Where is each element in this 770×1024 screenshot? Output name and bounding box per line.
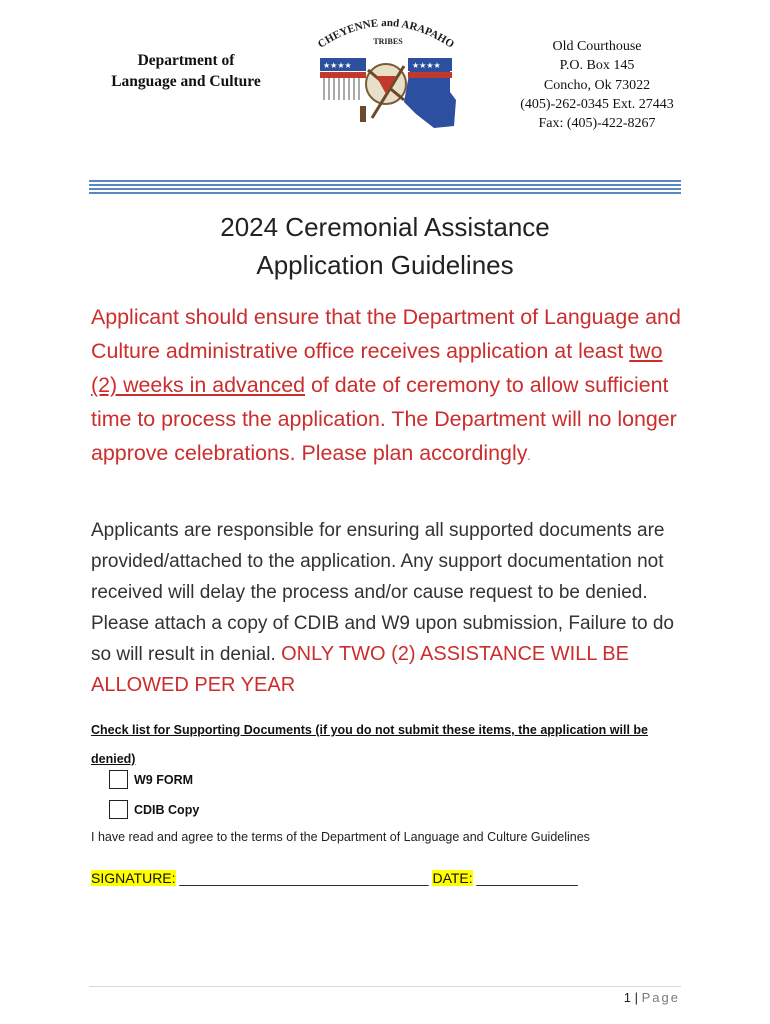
notice-period: .: [527, 449, 531, 463]
notice-text-continued: of date of ceremony to allow sufficient time to process the application. The Department will no longer approve celebrations. Please plan accordingly: [91, 373, 677, 465]
deadline-emphasis: two (2) weeks in advanced: [91, 339, 663, 397]
footer-separator: |: [631, 990, 642, 1005]
page-footer: [560, 990, 680, 1005]
page-title: [90, 208, 680, 284]
address-block: [488, 37, 706, 133]
signature-row: [91, 870, 578, 886]
signature-label: SIGNATURE:: [91, 870, 176, 886]
notice-text: Applicant should ensure that the Department of Language and Culture administrative office receives application at least: [91, 305, 681, 363]
submission-notice: [91, 300, 691, 473]
requirements-paragraph: [91, 515, 691, 701]
checklist-item-w9: [109, 770, 193, 789]
signature-field[interactable]: ________________________________: [175, 870, 433, 886]
address-line: Concho, Ok 73022: [543, 77, 651, 93]
tribal-seal-logo: [316, 14, 456, 132]
svg-text:★★★★: ★★★★: [323, 61, 352, 70]
department-line-1: Department of: [137, 52, 235, 69]
svg-text:TRIBES: TRIBES: [373, 37, 403, 46]
checklist-item-label: W9 FORM: [134, 772, 194, 787]
page-word: Page: [641, 990, 680, 1005]
checklist-heading: Check list for Supporting Documents (if you do not submit these items, the application will be denied): [91, 723, 648, 766]
requirements-text: Applicants are responsible for ensuring all supported documents are provided/attached to the application. Any support documentation not received will delay the process and/or cause request to be denied. Please attach a copy of CDIB and W9 upon submission, Failure to do so will result in denial.: [91, 520, 674, 665]
svg-text:★★★★: ★★★★: [412, 61, 441, 70]
assistance-limit-notice: ONLY TWO (2) ASSISTANCE WILL BE ALLOWED PER YEAR: [91, 643, 629, 696]
page-number: 1: [623, 990, 632, 1005]
svg-text:CHEYENNE and ARAPAHO: CHEYENNE and ARAPAHO: [316, 16, 456, 51]
header-divider: [89, 180, 681, 196]
phone-line: (405)-262-0345 Ext. 27443: [520, 96, 674, 112]
fax-line: Fax: (405)-422-8267: [538, 116, 656, 132]
department-name: [88, 50, 284, 92]
cdib-checkbox[interactable]: [109, 800, 128, 819]
title-line-2: Application Guidelines: [256, 250, 514, 280]
checklist-item-label: CDIB Copy: [134, 802, 200, 817]
department-line-2: Language and Culture: [111, 73, 261, 90]
checklist-item-cdib: [109, 800, 199, 819]
footer-divider: [89, 986, 681, 987]
address-line: Old Courthouse: [552, 39, 642, 54]
title-line-1: 2024 Ceremonial Assistance: [220, 212, 550, 242]
date-field[interactable]: _____________: [472, 870, 578, 886]
address-line: P.O. Box 145: [559, 58, 635, 74]
agreement-statement: I have read and agree to the terms of the Department of Language and Culture Guidelines: [91, 830, 590, 844]
w9-checkbox[interactable]: [109, 770, 128, 789]
date-label: DATE:: [432, 870, 473, 886]
